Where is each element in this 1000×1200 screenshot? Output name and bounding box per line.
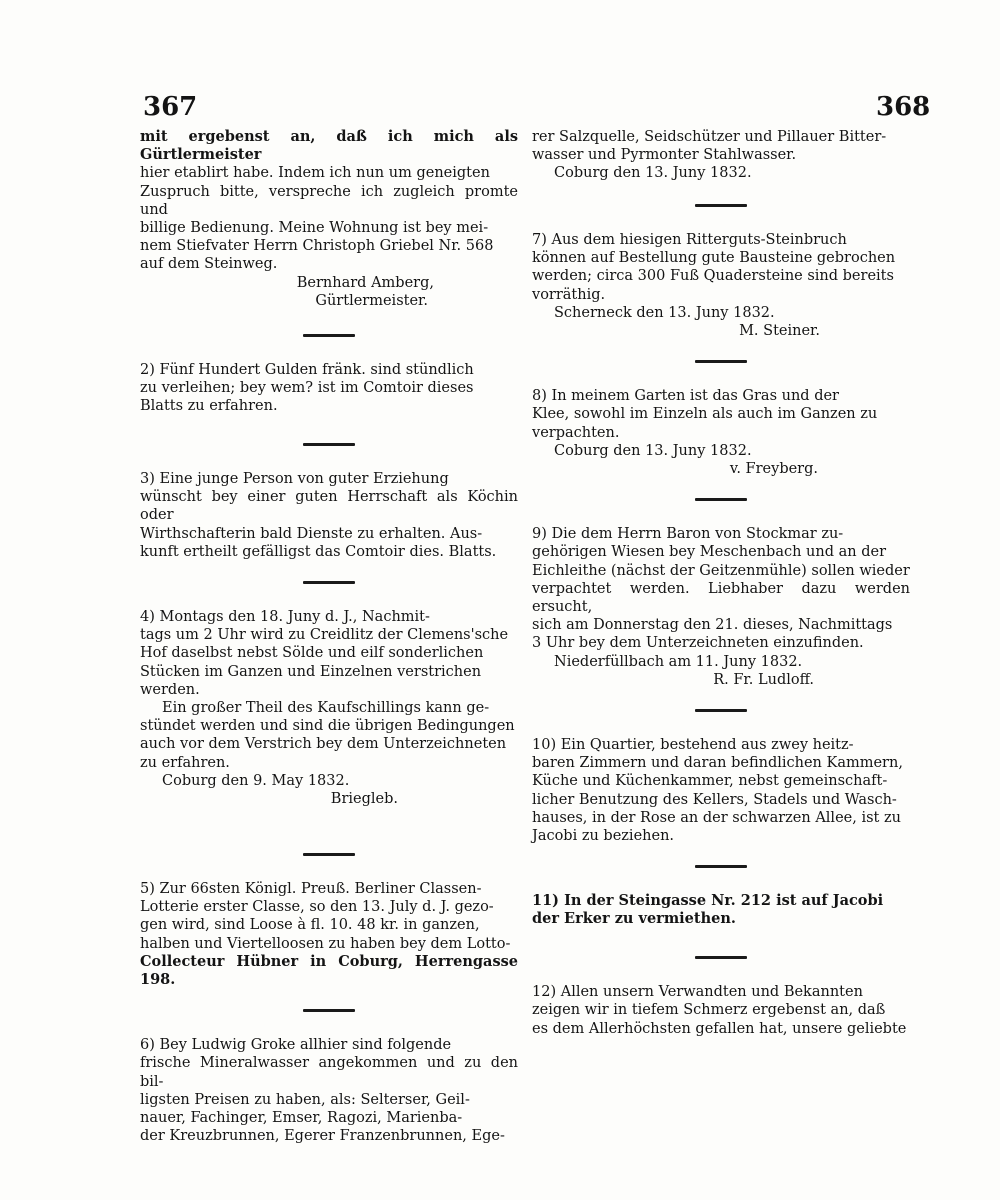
ad-text-line: Stücken im Ganzen und Einzelnen verstrichen: [140, 663, 482, 680]
ad-text-line: 12) Allen unsern Verwandten und Bekannten: [532, 984, 863, 1001]
ad-text-line: der Erker zu vermiethen.: [532, 910, 736, 928]
ad-10: [532, 736, 910, 845]
ad-text-line: licher Benutzung des Kellers, Stadels und Wasch-: [532, 791, 897, 808]
ad-text-line: ligsten Preisen zu haben, als: Selterser, Geil-: [140, 1091, 470, 1108]
ad-5: [140, 880, 518, 989]
ad-text-line: Klee, sowohl im Einzeln als auch im Ganzen zu: [532, 406, 878, 423]
ad-2: [140, 361, 518, 423]
ad-text-line: werden; circa 300 Fuß Quadersteine sind bereits: [532, 268, 894, 285]
ad-text-line: 3 Uhr bey dem Unterzeichneten einzufinden.: [532, 635, 864, 652]
left-column: [140, 128, 518, 1145]
ad-text-line: Hof daselbst nebst Sölde und eilf sonderlichen: [140, 645, 484, 662]
ad-text-line: stündet werden und sind die übrigen Bedingungen: [140, 718, 515, 735]
ad-text-line: 10) Ein Quartier, bestehend aus zwey heitz-: [532, 737, 854, 754]
signature: M. Steiner.: [739, 323, 820, 340]
ad-text-line: zeigen wir in tiefem Schmerz ergebenst an, daß: [532, 1002, 886, 1019]
dateline: Niederfüllbach am 11. Juny 1832.: [554, 653, 803, 670]
ad-text-line: verpachtet werden. Liebhaber dazu werden ersucht,: [532, 580, 910, 616]
ad-continuation-mineral-water: [532, 128, 910, 184]
separator-rule: [303, 334, 355, 337]
ad-11: [532, 892, 910, 936]
ad-text-line: nem Stiefvater Herrn Christoph Griebel Nr. 568: [140, 238, 494, 255]
signature: R. Fr. Ludloff.: [713, 671, 814, 688]
ad-text-line: kunft ertheilt gefälligst das Comtoir dies. Blatts.: [140, 543, 497, 560]
ad-text-line: gen wird, sind Loose à fl. 10. 48 kr. in ganzen,: [140, 917, 480, 934]
ad-text-line: 9) Die dem Herrn Baron von Stockmar zu-: [532, 526, 844, 543]
signature: Gürtlermeister.: [315, 292, 428, 309]
ad-text-line: vorräthig.: [532, 286, 606, 303]
ad-text-line: billige Bedienung. Meine Wohnung ist bey mei-: [140, 220, 489, 237]
separator-rule: [695, 498, 747, 501]
ad-text-line: Blatts zu erfahren.: [140, 398, 278, 415]
ad-9: [532, 525, 910, 689]
ad-text-line: 2) Fünf Hundert Gulden fränk. sind stündlich: [140, 362, 474, 378]
separator-rule: [695, 709, 747, 712]
separator-rule: [303, 853, 355, 856]
separator-rule: [303, 443, 355, 446]
ad-text-line: verpachten.: [532, 424, 620, 441]
ad-text-line: frische Mineralwasser angekommen und zu den bil-: [140, 1055, 518, 1090]
ad-text-line: werden.: [140, 681, 200, 698]
dateline: Scherneck den 13. Juny 1832.: [554, 304, 775, 321]
signature: Briegleb.: [330, 791, 398, 808]
ad-text-line: wünscht bey einer guten Herrschaft als Köchin oder: [140, 489, 518, 524]
ad-8: [532, 387, 910, 478]
page-number-left: 367: [143, 92, 198, 122]
dateline: Coburg den 9. May 1832.: [162, 772, 350, 789]
ad-text-line: rer Salzquelle, Seidschützer und Pillauer Bitter-: [532, 129, 887, 145]
dateline: Coburg den 13. Juny 1832.: [554, 442, 752, 459]
ad-text-line: können auf Bestellung gute Bausteine gebrochen: [532, 250, 896, 267]
ad-text-line: nauer, Fachinger, Emser, Ragozi, Marienba-: [140, 1110, 463, 1127]
separator-rule: [695, 865, 747, 868]
ad-text-line: Eichleithe (nächst der Geitzenmühle) sollen wieder: [532, 562, 910, 579]
ad-text-line: 4) Montags den 18. Juny d. J., Nachmit-: [140, 609, 430, 626]
ad-text-line: 7) Aus dem hiesigen Ritterguts-Steinbruch: [532, 232, 847, 248]
ad-text-line: Wirthschafterin bald Dienste zu erhalten. Aus-: [140, 525, 483, 542]
ad-text-line: auf dem Steinweg.: [140, 256, 278, 273]
separator-rule: [695, 956, 747, 959]
ad-text-line: 11) In der Steingasse Nr. 212 ist auf Jacobi: [532, 892, 884, 910]
ad-text-line: hauses, in der Rose an der schwarzen Allee, ist zu: [532, 809, 901, 826]
ad-text-line: 6) Bey Ludwig Groke allhier sind folgende: [140, 1037, 452, 1054]
ad-text-line: Ein großer Theil des Kaufschillings kann ge-: [162, 700, 490, 717]
dateline: Coburg den 13. Juny 1832.: [554, 165, 752, 182]
ad-text-line: baren Zimmern und daran befindlichen Kammern,: [532, 755, 903, 772]
ad-text-line: zu erfahren.: [140, 754, 230, 771]
separator-rule: [303, 1009, 355, 1012]
ad-7: [532, 231, 910, 340]
ad-12: [532, 983, 910, 1038]
ad-6: [140, 1036, 518, 1145]
ad-text-line: Zuspruch bitte, verspreche ich zugleich promte und: [140, 183, 518, 218]
ad-text-line: 3) Eine junge Person von guter Erziehung: [140, 471, 449, 487]
ad-text-line: mit ergebenst an, daß ich mich als Gürtlermeister: [140, 128, 518, 164]
ad-text-line: tags um 2 Uhr wird zu Creidlitz der Clemens'sche: [140, 627, 509, 644]
signature: v. Freyberg.: [729, 461, 818, 478]
ad-text-line: gehörigen Wiesen bey Meschenbach und an der: [532, 544, 887, 561]
separator-rule: [695, 204, 747, 207]
signature: Bernhard Amberg,: [296, 274, 434, 291]
ad-text-line: wasser und Pyrmonter Stahlwasser.: [532, 147, 797, 164]
ad-continuation-girdler: [140, 128, 518, 314]
separator-rule: [695, 360, 747, 363]
ad-text-line: halben und Viertelloosen zu haben bey dem Lotto-: [140, 935, 511, 952]
ad-text-line: zu verleihen; bey wem? ist im Comtoir dieses: [140, 380, 474, 397]
ad-text-line: Jacobi zu beziehen.: [532, 828, 675, 845]
right-column: [532, 128, 910, 1038]
page-number-right: 368: [876, 92, 931, 122]
ad-text-line: der Kreuzbrunnen, Egerer Franzenbrunnen, Ege-: [140, 1128, 505, 1145]
ad-text-line: Lotterie erster Classe, so den 13. July d. J. gezo-: [140, 899, 494, 916]
ad-text-line: 5) Zur 66sten Königl. Preuß. Berliner Classen-: [140, 881, 482, 898]
ad-text-line: 8) In meinem Garten ist das Gras und der: [532, 388, 839, 405]
ad-text-line: Küche und Küchenkammer, nebst gemeinschaft-: [532, 773, 888, 790]
ad-text-line: es dem Allerhöchsten gefallen hat, unsere geliebte: [532, 1020, 907, 1037]
separator-rule: [303, 581, 355, 584]
ad-text-line: sich am Donnerstag den 21. dieses, Nachmittags: [532, 617, 893, 634]
ad-text-line: hier etablirt habe. Indem ich nun um geneigten: [140, 165, 490, 182]
ad-text-line: Collecteur Hübner in Coburg, Herrengasse 198.: [140, 952, 518, 989]
ad-text-line: auch vor dem Verstrich bey dem Unterzeichneten: [140, 736, 507, 753]
ad-4: [140, 608, 518, 833]
ad-3: [140, 470, 518, 561]
